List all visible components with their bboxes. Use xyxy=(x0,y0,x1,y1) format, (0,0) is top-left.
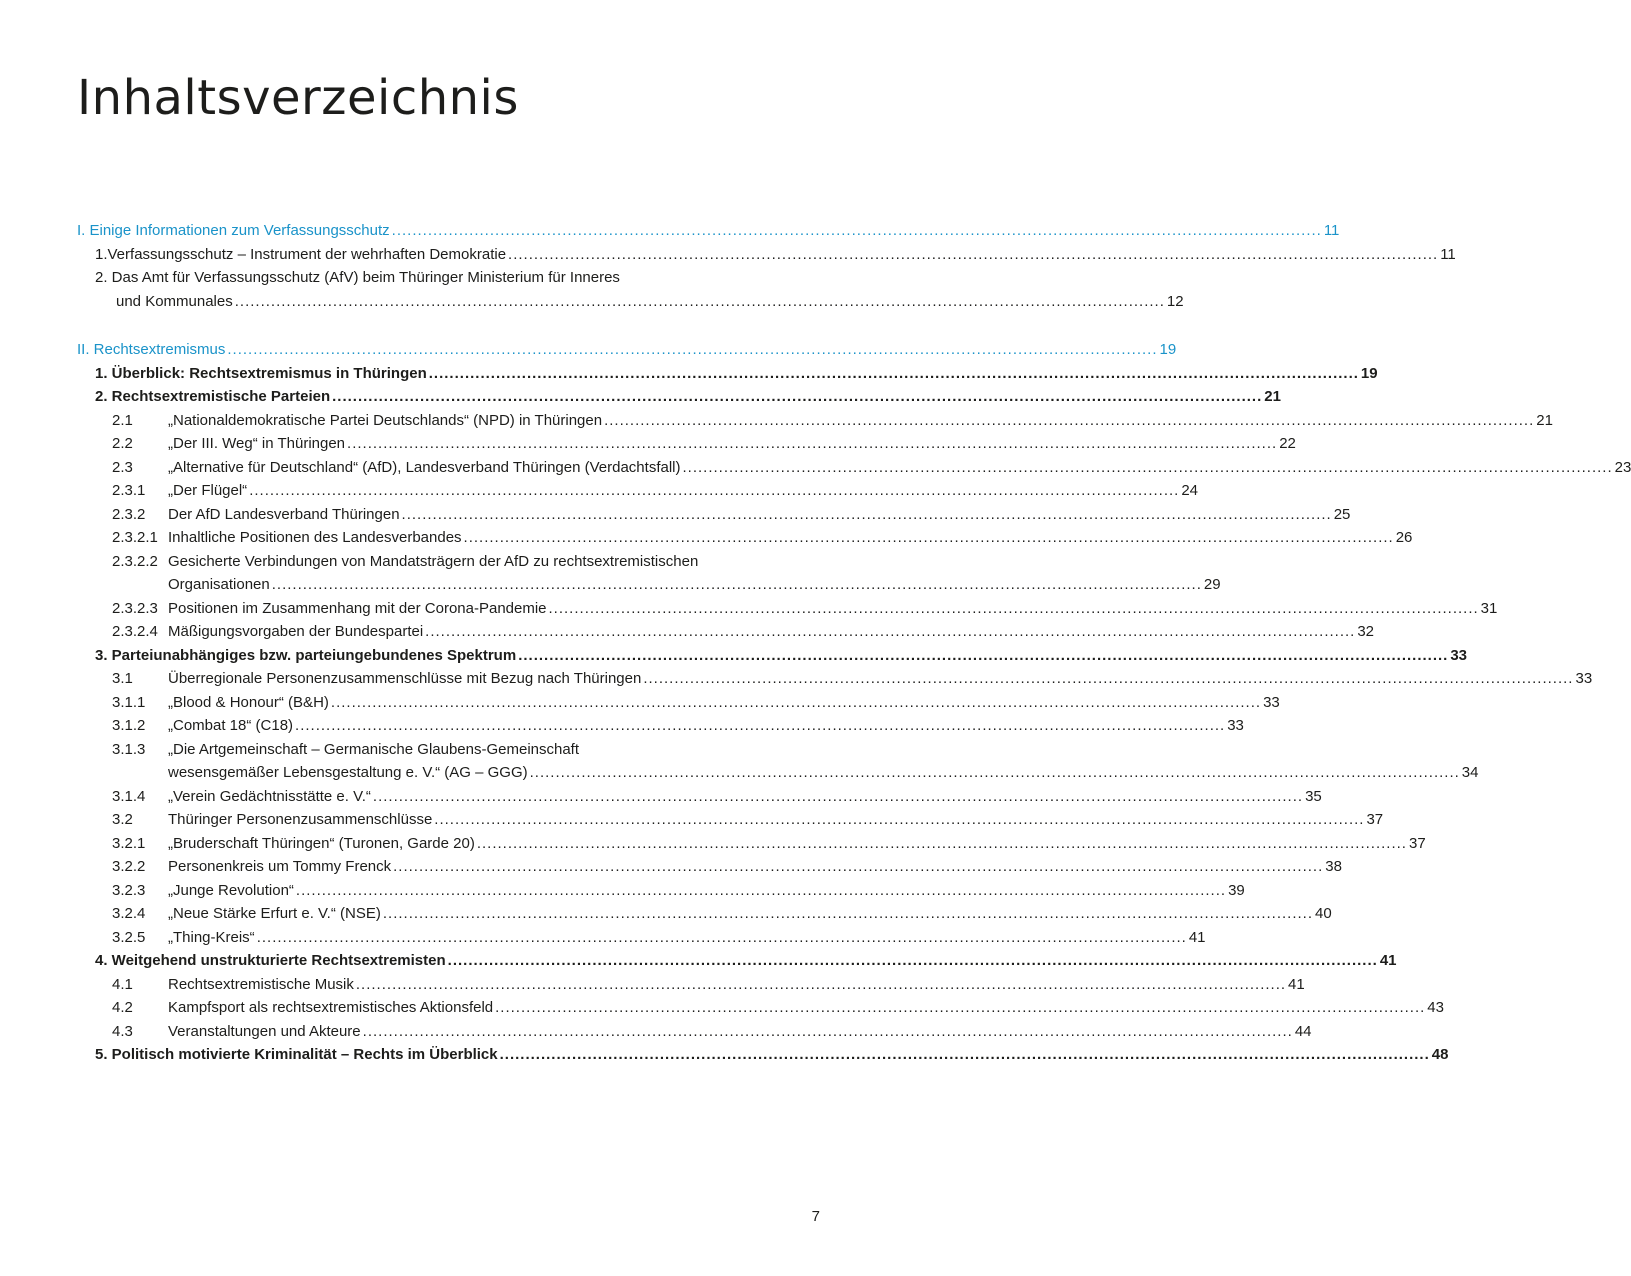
toc-entry-title: und Kommunales xyxy=(116,293,233,310)
toc-entry-number: 3.2 xyxy=(112,811,133,828)
dot-leader: .................................................................................................................................................................................... xyxy=(508,246,1439,263)
dot-leader: .................................................................................................................................................................................... xyxy=(529,764,1460,781)
page-title: Inhaltsverzeichnis xyxy=(77,70,519,126)
toc-entry-page: 19 xyxy=(1360,365,1378,382)
toc-entry-number: 4.3 xyxy=(112,1023,133,1040)
toc-entry-page: 33 xyxy=(1263,694,1280,711)
toc-entry-number: 2.1 xyxy=(112,412,133,429)
toc-entry-title: „Junge Revolution“ xyxy=(168,882,294,899)
toc-entry-page: 43 xyxy=(1427,999,1444,1016)
toc-entry-title: Personenkreis um Tommy Frenck xyxy=(168,858,392,875)
toc-entry-page: 24 xyxy=(1181,482,1199,499)
toc-entry-title: „Der III. Weg“ in Thüringen xyxy=(168,435,346,452)
dot-leader: .................................................................................................................................................................................... xyxy=(332,388,1263,405)
dot-leader: .................................................................................................................................................................................... xyxy=(548,600,1479,617)
toc-entry-number: 2.2 xyxy=(112,435,133,452)
toc-entry-title[interactable]: 2. Das Amt für Verfassungsschutz (AfV) beim Thüringer Ministerium für Inneres xyxy=(95,269,620,286)
dot-leader: .................................................................................................................................................................................... xyxy=(682,459,1613,476)
dot-leader: .................................................................................................................................................................................... xyxy=(362,1023,1293,1040)
toc-entry-page: 41 xyxy=(1188,929,1206,946)
toc-entry-number: 3.2.2 xyxy=(112,858,146,875)
dot-leader: .................................................................................................................................................................................... xyxy=(434,811,1365,828)
dot-leader: .................................................................................................................................................................................... xyxy=(393,858,1324,875)
dot-leader: .................................................................................................................................................................................... xyxy=(499,1046,1430,1063)
toc-entry-page: 37 xyxy=(1408,835,1426,852)
toc-entry-title: Thüringer Personenzusammenschlüsse xyxy=(168,811,433,828)
toc-entry-page: 40 xyxy=(1315,905,1332,922)
toc-entry-title: „Combat 18“ (C18) xyxy=(168,717,294,734)
dot-leader: .................................................................................................................................................................................... xyxy=(428,365,1359,382)
dot-leader: .................................................................................................................................................................................... xyxy=(295,882,1227,899)
toc-entry-number: 2.3.2.3 xyxy=(112,600,158,617)
toc-entry-title: 4. Weitgehend unstrukturierte Rechtsextremisten xyxy=(95,952,446,969)
dot-leader: .................................................................................................................................................................................... xyxy=(355,976,1287,993)
toc-entry-title: Mäßigungsvorgaben der Bundespartei xyxy=(168,623,424,640)
dot-leader: .................................................................................................................................................................................... xyxy=(391,222,1322,239)
dot-leader: .................................................................................................................................................................................... xyxy=(347,435,1278,452)
toc-entry-number: 3.1 xyxy=(112,670,133,687)
toc-entry-title: „Neue Stärke Erfurt e. V.“ (NSE) xyxy=(168,905,381,922)
dot-leader: .................................................................................................................................................................................... xyxy=(382,905,1314,922)
toc-entry-title: 3. Parteiunabhängiges bzw. parteiungebundenes Spektrum xyxy=(95,647,517,664)
toc-entry-page: 22 xyxy=(1279,435,1296,452)
toc-entry-title: Überregionale Personenzusammenschlüsse mit Bezug nach Thüringen xyxy=(168,670,642,687)
toc-entry-page: 31 xyxy=(1480,600,1498,617)
toc-entry-number: 3.1.2 xyxy=(112,717,146,734)
toc-entry-page: 38 xyxy=(1325,858,1342,875)
dot-leader: .................................................................................................................................................................................... xyxy=(425,623,1356,640)
toc-entry-number: 3.1.3 xyxy=(112,741,146,758)
dot-leader: .................................................................................................................................................................................... xyxy=(518,647,1449,664)
toc-entry-page: 29 xyxy=(1203,576,1221,593)
page-number: 7 xyxy=(811,1208,820,1225)
toc-entry-page: 33 xyxy=(1227,717,1244,734)
toc-entry-page: 12 xyxy=(1166,293,1184,310)
toc-entry-number: 3.1.1 xyxy=(112,694,146,711)
toc-entry-title: Kampfsport als rechtsextremistisches Aktionsfeld xyxy=(168,999,494,1016)
toc-entry-page: 11 xyxy=(1440,246,1456,263)
toc-entry-title: wesensgemäßer Lebensgestaltung e. V.“ (AG – GGG) xyxy=(168,764,528,781)
dot-leader: .................................................................................................................................................................................... xyxy=(271,576,1202,593)
toc-entry-page: 21 xyxy=(1536,412,1553,429)
dot-leader: .................................................................................................................................................................................... xyxy=(463,529,1394,546)
toc-entry-page: 11 xyxy=(1323,222,1340,239)
toc-entry-title: „Verein Gedächtnisstätte e. V.“ xyxy=(168,788,371,805)
toc-entry-page: 44 xyxy=(1294,1023,1312,1040)
toc-entry-title: „Bruderschaft Thüringen“ (Turonen, Garde 20) xyxy=(168,835,475,852)
dot-leader: .................................................................................................................................................................................... xyxy=(643,670,1574,687)
toc-entry-page: 25 xyxy=(1333,506,1351,523)
dot-leader: .................................................................................................................................................................................... xyxy=(401,506,1332,523)
toc-entry-title: „Nationaldemokratische Partei Deutschlands“ (NPD) in Thüringen xyxy=(168,412,603,429)
toc-entry-number: 2.3.2.4 xyxy=(112,623,158,640)
dot-leader: .................................................................................................................................................................................... xyxy=(372,788,1304,805)
dot-leader: .................................................................................................................................................................................... xyxy=(330,694,1262,711)
toc-entry-page: 39 xyxy=(1228,882,1245,899)
toc-entry-number: 3.2.1 xyxy=(112,835,146,852)
toc-entry-title: II. Rechtsextremismus xyxy=(77,341,226,358)
toc-entry-title: „Thing-Kreis“ xyxy=(168,929,255,946)
toc-entry-number: 2.3.2 xyxy=(112,506,146,523)
toc-entry-title: „Der Flügel“ xyxy=(168,482,248,499)
toc-entry-number: 3.1.4 xyxy=(112,788,146,805)
toc-entry-title: „Blood & Honour“ (B&H) xyxy=(168,694,329,711)
toc-entry-title: Inhaltliche Positionen des Landesverbandes xyxy=(168,529,462,546)
dot-leader: .................................................................................................................................................................................... xyxy=(249,482,1180,499)
toc-entry-page: 19 xyxy=(1159,341,1177,358)
toc-entry-page: 41 xyxy=(1288,976,1305,993)
toc-entry-number: 2.3.2.1 xyxy=(112,529,158,546)
toc-entry-title: Positionen im Zusammenhang mit der Corona-Pandemie xyxy=(168,600,547,617)
toc-entry-title[interactable]: Gesicherte Verbindungen von Mandatsträgern der AfD zu rechtsextremistischen xyxy=(168,553,699,570)
dot-leader: .................................................................................................................................................................................... xyxy=(476,835,1407,852)
toc-entry-title[interactable]: „Die Artgemeinschaft – Germanische Glaubens-Gemeinschaft xyxy=(168,741,580,758)
toc-entry-page: 33 xyxy=(1575,670,1593,687)
toc-entry-title: 1. Überblick: Rechtsextremismus in Thüringen xyxy=(95,365,427,382)
dot-leader: .................................................................................................................................................................................... xyxy=(256,929,1187,946)
toc-entry-title: 5. Politisch motivierte Kriminalität – Rechts im Überblick xyxy=(95,1046,498,1063)
toc-entry-title: Der AfD Landesverband Thüringen xyxy=(168,506,400,523)
toc-entry-page: 35 xyxy=(1305,788,1322,805)
toc-entry-title: Rechtsextremistische Musik xyxy=(168,976,354,993)
toc-entry-page: 32 xyxy=(1357,623,1375,640)
toc-entry-page: 21 xyxy=(1264,388,1281,405)
toc-entry-page: 41 xyxy=(1379,952,1397,969)
toc-entry-page: 48 xyxy=(1431,1046,1449,1063)
toc-entry-page: 23 xyxy=(1614,459,1631,476)
toc-entry-page: 33 xyxy=(1450,647,1468,664)
toc-entry-title: „Alternative für Deutschland“ (AfD), Landesverband Thüringen (Verdachtsfall) xyxy=(168,459,681,476)
toc-entry-title: 1.Verfassungsschutz – Instrument der wehrhaften Demokratie xyxy=(95,246,507,263)
toc-entry-number: 3.2.4 xyxy=(112,905,146,922)
toc-entry-page: 26 xyxy=(1395,529,1413,546)
toc-entry-title: I. Einige Informationen zum Verfassungsschutz xyxy=(77,222,390,239)
dot-leader: .................................................................................................................................................................................... xyxy=(295,717,1226,734)
toc-entry-number: 4.2 xyxy=(112,999,133,1016)
toc-entry-number: 2.3.2.2 xyxy=(112,553,158,570)
dot-leader: .................................................................................................................................................................................... xyxy=(234,293,1165,310)
toc-entry-page: 37 xyxy=(1366,811,1384,828)
dot-leader: .................................................................................................................................................................................... xyxy=(447,952,1378,969)
dot-leader: .................................................................................................................................................................................... xyxy=(604,412,1535,429)
toc-entry-number: 3.2.5 xyxy=(112,929,146,946)
toc-entry-number: 4.1 xyxy=(112,976,133,993)
toc-entry-number: 2.3 xyxy=(112,459,133,476)
dot-leader: .................................................................................................................................................................................... xyxy=(495,999,1426,1016)
toc-entry-title: Veranstaltungen und Akteure xyxy=(168,1023,361,1040)
dot-leader: .................................................................................................................................................................................... xyxy=(227,341,1158,358)
toc-entry-number: 3.2.3 xyxy=(112,882,146,899)
toc-entry-number: 2.3.1 xyxy=(112,482,146,499)
toc-entry-page: 34 xyxy=(1461,764,1479,781)
toc-entry-title: 2. Rechtsextremistische Parteien xyxy=(95,388,331,405)
toc-entry-title: Organisationen xyxy=(168,576,270,593)
